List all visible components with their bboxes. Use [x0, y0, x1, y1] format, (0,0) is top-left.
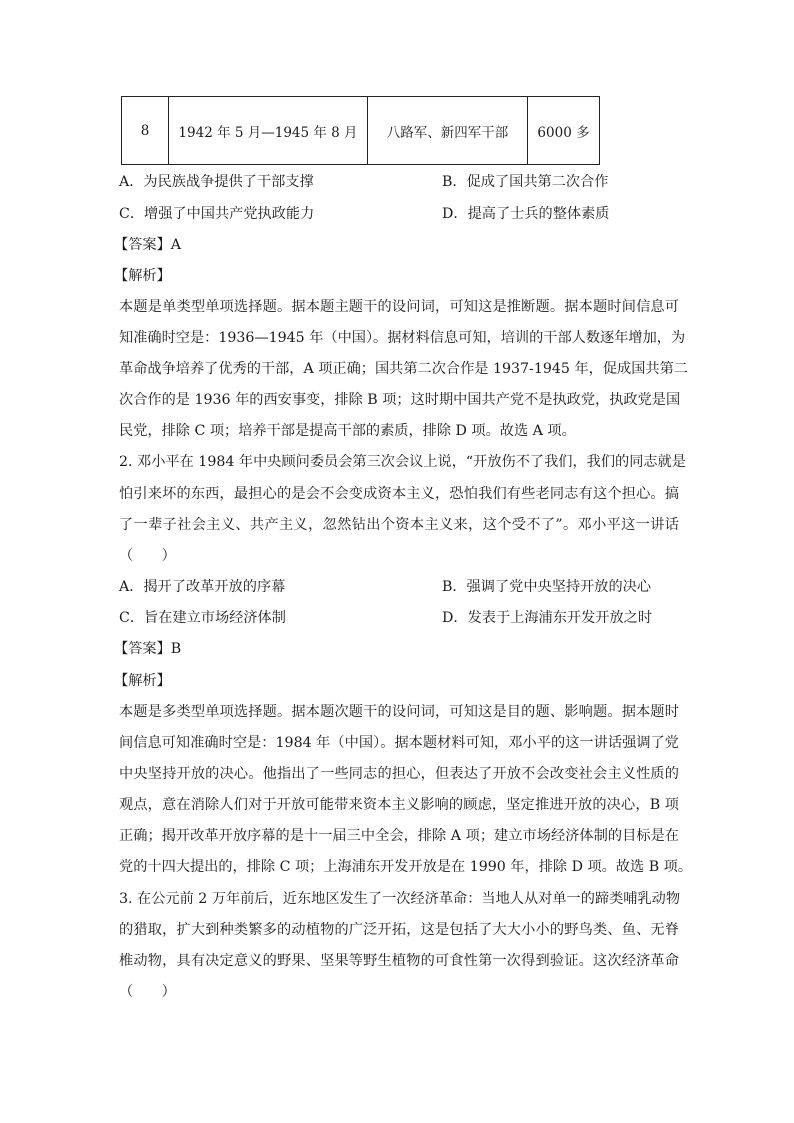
- q2-option-a: A．揭开了改革开放的序幕: [119, 579, 286, 595]
- table-row: [122, 97, 600, 165]
- q2-analysis-line-2: 间信息可知准确时空是：1984 年（中国）。据本题材料可知，邓小平的这一讲话强调了党: [119, 735, 679, 751]
- q2-stem-line-3: 了一辈子社会主义、共产主义，忽然钻出个资本主义来，这个受不了”。邓小平这一讲话: [119, 517, 679, 533]
- q1-option-b: B．促成了国共第二次合作: [442, 174, 609, 190]
- q2-option-b: B．强调了党中央坚持开放的决心: [442, 579, 652, 595]
- q1-analysis-line-4: 次合作的是 1936 年的西安事变，排除 B 项；这时期中国共产党不是执政党，执政党是国: [119, 392, 681, 408]
- q3-stem-line-1: 3. 在公元前 2 万年前后，近东地区发生了一次经济革命：当地人从对单一的蹄类哺乳动物: [119, 891, 681, 907]
- q1-answer: 【答案】A: [114, 237, 181, 253]
- q2-analysis-line-3: 中央坚持开放的决心。他指出了一些同志的担心，但表达了开放不会改变社会主义性质的: [119, 766, 679, 782]
- q2-analysis-line-4: 观点，意在消除人们对于开放可能带来资本主义影响的顾虑，坚定推进开放的决心，B 项: [119, 797, 679, 813]
- q2-option-c: C．旨在建立市场经济体制: [119, 610, 286, 626]
- q1-analysis-label: 【解析】: [114, 268, 171, 284]
- cadre-training-table: [121, 96, 600, 165]
- q1-analysis-line-2: 知准确时空是：1936—1945 年（中国）。据材料信息可知，培训的干部人数逐年增加，为: [119, 330, 686, 346]
- row-number-cell: 8: [122, 97, 169, 165]
- q2-stem-line-4: （ ）: [119, 548, 176, 564]
- q2-analysis-line-1: 本题是多类型单项选择题。据本题次题干的设问词，可知这是目的题、影响题。据本题时: [119, 704, 679, 720]
- q3-stem-line-2: 的猎取，扩大到种类繁多的动植物的广泛开拓，这是包括了大大小小的野鸟类、鱼、无脊: [119, 922, 679, 938]
- q1-option-c: C．增强了中国共产党执政能力: [119, 206, 315, 222]
- count-cell: 6000 多: [528, 97, 600, 165]
- q2-analysis-label: 【解析】: [114, 673, 171, 689]
- q3-stem-line-3: 椎动物，具有决定意义的野果、坚果等野生植物的可食性第一次得到验证。这次经济革命: [119, 953, 679, 969]
- q2-answer: 【答案】B: [114, 641, 182, 657]
- q1-analysis-line-1: 本题是单类型单项选择题。据本题主题干的设问词，可知这是推断题。据本题时间信息可: [119, 299, 679, 315]
- q1-analysis-line-5: 民党，排除 C 项；培养干部是提高干部的素质，排除 D 项。故选 A 项。: [119, 423, 576, 439]
- units-cell: 八路军、新四军干部: [368, 97, 528, 165]
- q2-stem-line-1: 2. 邓小平在 1984 年中央顾问委员会第三次会议上说，“开放伤不了我们，我们的同志就是: [119, 454, 686, 470]
- q1-option-d: D．提高了士兵的整体素质: [442, 206, 610, 222]
- q3-stem-line-4: （ ）: [119, 984, 176, 1000]
- q2-option-d: D．发表于上海浦东开发开放之时: [442, 610, 653, 626]
- q1-analysis-line-3: 革命战争培养了优秀的干部，A 项正确；国共第二次合作是 1937-1945 年，促成国共第二: [119, 361, 688, 377]
- period-cell: 1942 年 5 月—1945 年 8 月: [169, 97, 368, 165]
- q2-analysis-line-6: 党的十四大提出的，排除 C 项；上海浦东开发开放是在 1990 年，排除 D 项。故选 B 项。: [119, 859, 693, 875]
- q2-analysis-line-5: 正确；揭开改革开放序幕的是十一届三中全会，排除 A 项；建立市场经济体制的目标是在: [119, 828, 679, 844]
- q2-stem-line-2: 怕引来坏的东西，最担心的是会不会变成资本主义，恐怕我们有些老同志有这个担心。搞: [119, 486, 679, 502]
- q1-option-a: A．为民族战争提供了干部支撑: [119, 174, 314, 190]
